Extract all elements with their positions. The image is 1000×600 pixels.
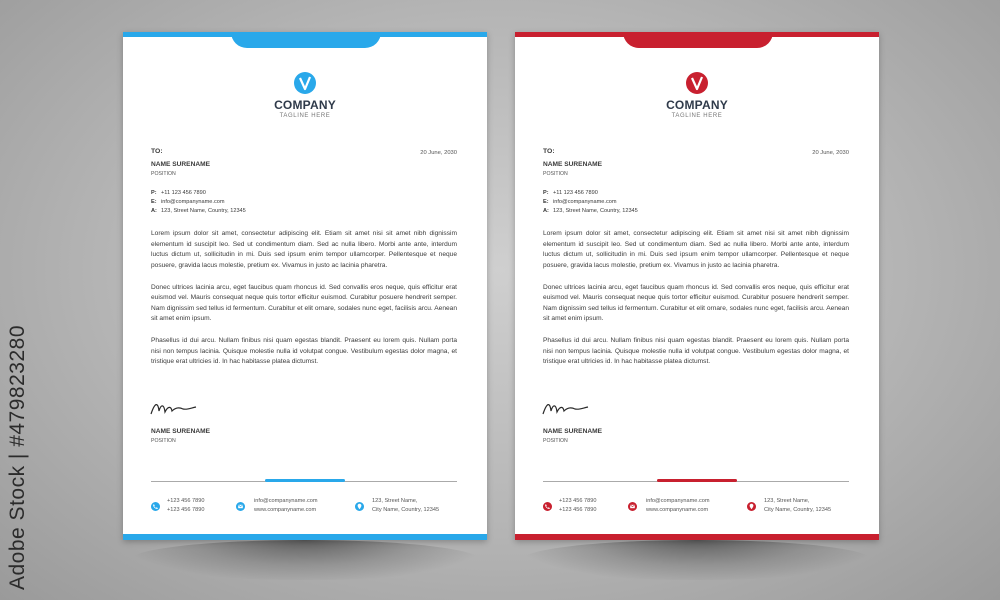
footer-address: 123, Street Name, City Name, Country, 12345 xyxy=(764,498,832,513)
footer-address: 123, Street Name, City Name, Country, 12345 xyxy=(372,498,440,513)
signer-position: POSITION xyxy=(543,438,568,444)
company-tagline: TAGLINE HERE xyxy=(279,113,331,119)
company-logo xyxy=(123,72,487,119)
letterhead-red xyxy=(515,32,879,540)
sheet-shadow-red xyxy=(522,540,872,580)
letterhead-blue xyxy=(123,32,487,540)
company-name: COMPANY xyxy=(666,98,728,112)
contact-phone: +11 123 456 7890 xyxy=(553,190,598,196)
location-icon xyxy=(355,502,364,511)
footer-phones: +123 456 7890 +123 456 7890 xyxy=(167,498,205,513)
location-icon xyxy=(747,502,756,511)
signature-scribble xyxy=(541,398,591,423)
sheet-shadow-blue xyxy=(130,540,480,580)
signer-position: POSITION xyxy=(151,438,176,444)
body-paragraph: Donec ultrices lacinia arcu, eget faucibus quam rhoncus id. Sed convallis eros neque, quis efficitur erat euismod vel. Mauris consequat neque quis tortor efficitur euismod. Curabitur posuere hendrerit semper. Nam dignissim sed tellus id fermentum. Curabitur et elit ornare, sodales nunc eget, facilisis arcu. Aenean sit amet enim ipsum. xyxy=(543,283,849,322)
footer-accent xyxy=(657,479,737,482)
bottom-accent-bar xyxy=(123,534,487,540)
top-accent-tab xyxy=(231,32,381,48)
stock-watermark-id: Adobe Stock | #479823280 xyxy=(6,325,29,590)
logo-v-icon xyxy=(294,72,316,94)
signer-name: NAME SURENAME xyxy=(543,428,602,435)
recipient-position: POSITION xyxy=(151,171,176,177)
contact-email: info@companyname.com xyxy=(161,199,225,205)
recipient-name: NAME SURENAME xyxy=(151,161,210,168)
recipient-contact: P: +11 123 456 7890 E: info@companyname.com A: 123, Street Name, Country, 12345 xyxy=(543,190,638,214)
recipient-name: NAME SURENAME xyxy=(543,161,602,168)
logo-v-icon xyxy=(686,72,708,94)
company-tagline: TAGLINE HERE xyxy=(671,113,723,119)
email-icon xyxy=(236,502,245,511)
contact-phone: +11 123 456 7890 xyxy=(161,190,206,196)
body-paragraph: Lorem ipsum dolor sit amet, consectetur adipiscing elit. Etiam sit amet nisi sit amet nibh dignissim elementum id suscipit leo. Sed ut condimentum diam. Sed ac nulla libero. Morbi ante ante, interdum luctus dictum ut, sollicitudin in mi. Duis sed ipsum enim tempor ullamcorper. Pellentesque et neque posuere, gravida lacus molestie, pretium ex. Vivamus in justo ac lacinia pharetra. xyxy=(151,230,457,269)
company-name: COMPANY xyxy=(274,98,336,112)
email-icon xyxy=(628,502,637,511)
letter-date: 20 June, 2030 xyxy=(420,150,457,156)
to-label: TO: xyxy=(151,148,163,155)
body-paragraph: Phasellus id dui arcu. Nullam finibus nisi quam egestas blandit. Praesent eu lorem quis. Nullam porta nisi non tempus lacinia. Quisque molestie nulla id volutpat congue. Vestibulum egestas dolor magna, et tristique erat ultricies id. In hac habitasse platea dictumst. xyxy=(543,337,849,365)
phone-icon xyxy=(151,502,160,511)
contact-email: info@companyname.com xyxy=(553,199,617,205)
footer-email-web: info@companyname.com www.companyname.com xyxy=(646,498,710,513)
top-accent-tab xyxy=(623,32,773,48)
phone-icon xyxy=(543,502,552,511)
letter-body xyxy=(543,229,849,379)
signer-name: NAME SURENAME xyxy=(151,428,210,435)
letter-date: 20 June, 2030 xyxy=(812,150,849,156)
letter-body xyxy=(151,229,457,379)
bottom-accent-bar xyxy=(515,534,879,540)
footer-email-web: info@companyname.com www.companyname.com xyxy=(254,498,318,513)
body-paragraph: Lorem ipsum dolor sit amet, consectetur adipiscing elit. Etiam sit amet nisi sit amet nibh dignissim elementum id suscipit leo. Sed ut condimentum diam. Sed ac nulla libero. Morbi ante ante, interdum luctus dictum ut, sollicitudin in mi. Duis sed ipsum enim tempor ullamcorper. Pellentesque et neque posuere, gravida lacus molestie, pretium ex. Vivamus in justo ac lacinia pharetra. xyxy=(543,230,849,269)
recipient-contact: P: +11 123 456 7890 E: info@companyname.com A: 123, Street Name, Country, 12345 xyxy=(151,190,246,214)
footer-phones: +123 456 7890 +123 456 7890 xyxy=(559,498,597,513)
footer-accent xyxy=(265,479,345,482)
body-paragraph: Donec ultrices lacinia arcu, eget faucibus quam rhoncus id. Sed convallis eros neque, quis efficitur erat euismod vel. Mauris consequat neque quis tortor efficitur euismod. Curabitur posuere hendrerit semper. Nam dignissim sed tellus id fermentum. Curabitur et elit ornare, sodales nunc eget, facilisis arcu. Aenean sit amet enim ipsum. xyxy=(151,283,457,322)
body-paragraph: Phasellus id dui arcu. Nullam finibus nisi quam egestas blandit. Praesent eu lorem quis. Nullam porta nisi non tempus lacinia. Quisque molestie nulla id volutpat congue. Vestibulum egestas dolor magna, et tristique erat ultricies id. In hac habitasse platea dictumst. xyxy=(151,337,457,365)
company-logo xyxy=(515,72,879,119)
signature-scribble xyxy=(149,398,199,423)
recipient-position: POSITION xyxy=(543,171,568,177)
to-label: TO: xyxy=(543,148,555,155)
contact-address: 123, Street Name, Country, 12345 xyxy=(161,208,246,214)
contact-address: 123, Street Name, Country, 12345 xyxy=(553,208,638,214)
